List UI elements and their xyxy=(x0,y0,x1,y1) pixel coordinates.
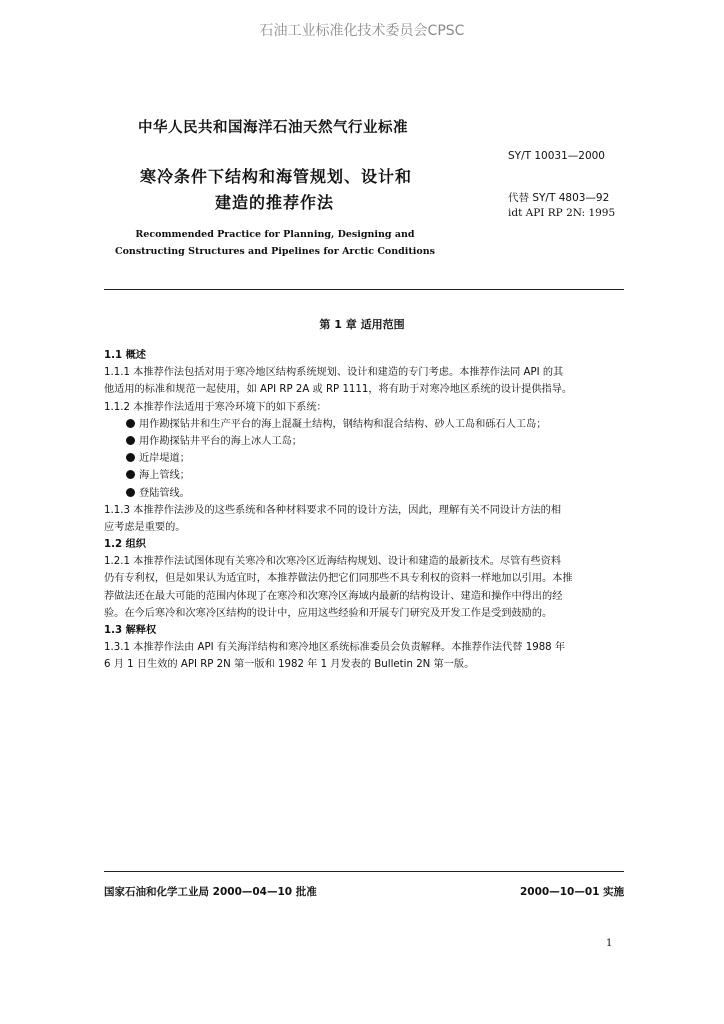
clause-1-3-1-line-1: 1.3.1 本推荐作法由 API 有关海洋结构和寒冷地区系统标准委员会负责解释。本推荐作法代替 1988 年 xyxy=(104,642,566,654)
body-content xyxy=(104,347,628,674)
section-1-3-heading: 1.3 解释权 xyxy=(104,625,157,636)
clause-1-1-1-line-1: 1.1.1 本推荐作法包括对用于寒冷地区结构系统规划、设计和建造的专门考虑。本推荐作法同 API 的其 xyxy=(104,367,564,379)
list-item xyxy=(104,467,628,484)
list-item xyxy=(104,450,628,467)
bullet-icon xyxy=(126,453,135,462)
standard-code: SY/T 10031—2000 xyxy=(508,150,605,162)
footer-divider xyxy=(104,871,624,872)
header-divider xyxy=(104,289,624,290)
list-item-text: 近岸堤道； xyxy=(139,453,190,465)
bullet-icon xyxy=(126,488,135,497)
replaces-standard: 代替 SY/T 4803—92 xyxy=(508,192,610,204)
list-item-text: 用作勘探钻井平台的海上冰人工岛； xyxy=(139,435,302,447)
english-title xyxy=(110,226,440,260)
english-title-line-1: Recommended Practice for Planning, Designing and xyxy=(135,229,415,240)
bullet-icon xyxy=(126,470,135,479)
clause-1-2-1-line-2: 仍有专利权，但是如果认为适宜时，本推荐做法仍把它们同那些不具专利权的资料一样地加以引用。本推 xyxy=(104,573,573,585)
clause-1-2-1-line-3: 荐做法还在最大可能的范围内体现了在寒冷和次寒冷区海域内最新的结构设计、建造和操作中得出的经 xyxy=(104,590,563,602)
bullet-icon xyxy=(126,419,135,428)
list-item xyxy=(104,433,628,450)
list-item xyxy=(104,485,628,502)
list-item xyxy=(104,416,628,433)
english-title-line-2: Constructing Structures and Pipelines for Arctic Conditions xyxy=(115,246,435,257)
list-item-text: 登陆管线。 xyxy=(139,487,190,499)
section-1-1-heading: 1.1 概述 xyxy=(104,350,146,361)
list-item-text: 海上管线； xyxy=(139,470,190,482)
identical-standard: idt API RP 2N: 1995 xyxy=(508,207,616,219)
bullet-icon xyxy=(126,436,135,445)
section-1-2-heading: 1.2 组织 xyxy=(104,539,146,551)
clause-1-2-1-line-1: 1.2.1 本推荐作法试图体现有关寒冷和次寒冷区近海结构规划、设计和建造的最新技术。尽管有些资料 xyxy=(104,556,562,568)
clause-1-1-2-line-1: 1.1.2 本推荐作法适用于寒冷环境下的如下系统： xyxy=(104,401,327,413)
issuing-organization-title: 中华人民共和国海洋石油天然气行业标准 xyxy=(138,120,408,136)
clause-1-1-3-line-2: 应考虑是重要的。 xyxy=(104,521,186,533)
effective-date: 2000—10—01 实施 xyxy=(520,886,625,898)
page-number: 1 xyxy=(606,938,613,949)
clause-1-1-3-line-1: 1.1.3 本推荐作法涉及的这些系统和各种材料要求不同的设计方法，因此，理解有关不同设计方法的相 xyxy=(104,504,562,516)
chapter-heading: 第 1 章 适用范围 xyxy=(319,318,405,331)
clause-1-3-1-line-2: 6 月 1 日生效的 API RP 2N 第一版和 1982 年 1 月发表的 Bulletin 2N 第一版。 xyxy=(104,659,475,671)
chinese-title-line-2: 建造的推荐作法 xyxy=(215,193,335,212)
approval-statement: 国家石油和化学工业局 2000—04—10 批准 xyxy=(104,886,317,898)
clause-1-1-1-line-2: 他适用的标准和规范一起使用，如 API RP 2A 或 RP 1111，将有助于对寒冷地区系统的设计提供指导。 xyxy=(104,384,573,396)
chinese-title-line-1: 寒冷条件下结构和海管规划、设计和 xyxy=(140,167,413,186)
list-item-text: 用作勘探钻井和生产平台的海上混凝土结构，钢结构和混合结构、砂人工岛和砾石人工岛； xyxy=(139,418,547,430)
clause-1-2-1-line-4: 验。在今后寒冷和次寒冷区结构的设计中，应用这些经验和开展专门研究及开发工作是受到鼓励的。 xyxy=(104,607,553,619)
watermark-text: 石油工业标准化技术委员会CPSC xyxy=(259,23,465,39)
